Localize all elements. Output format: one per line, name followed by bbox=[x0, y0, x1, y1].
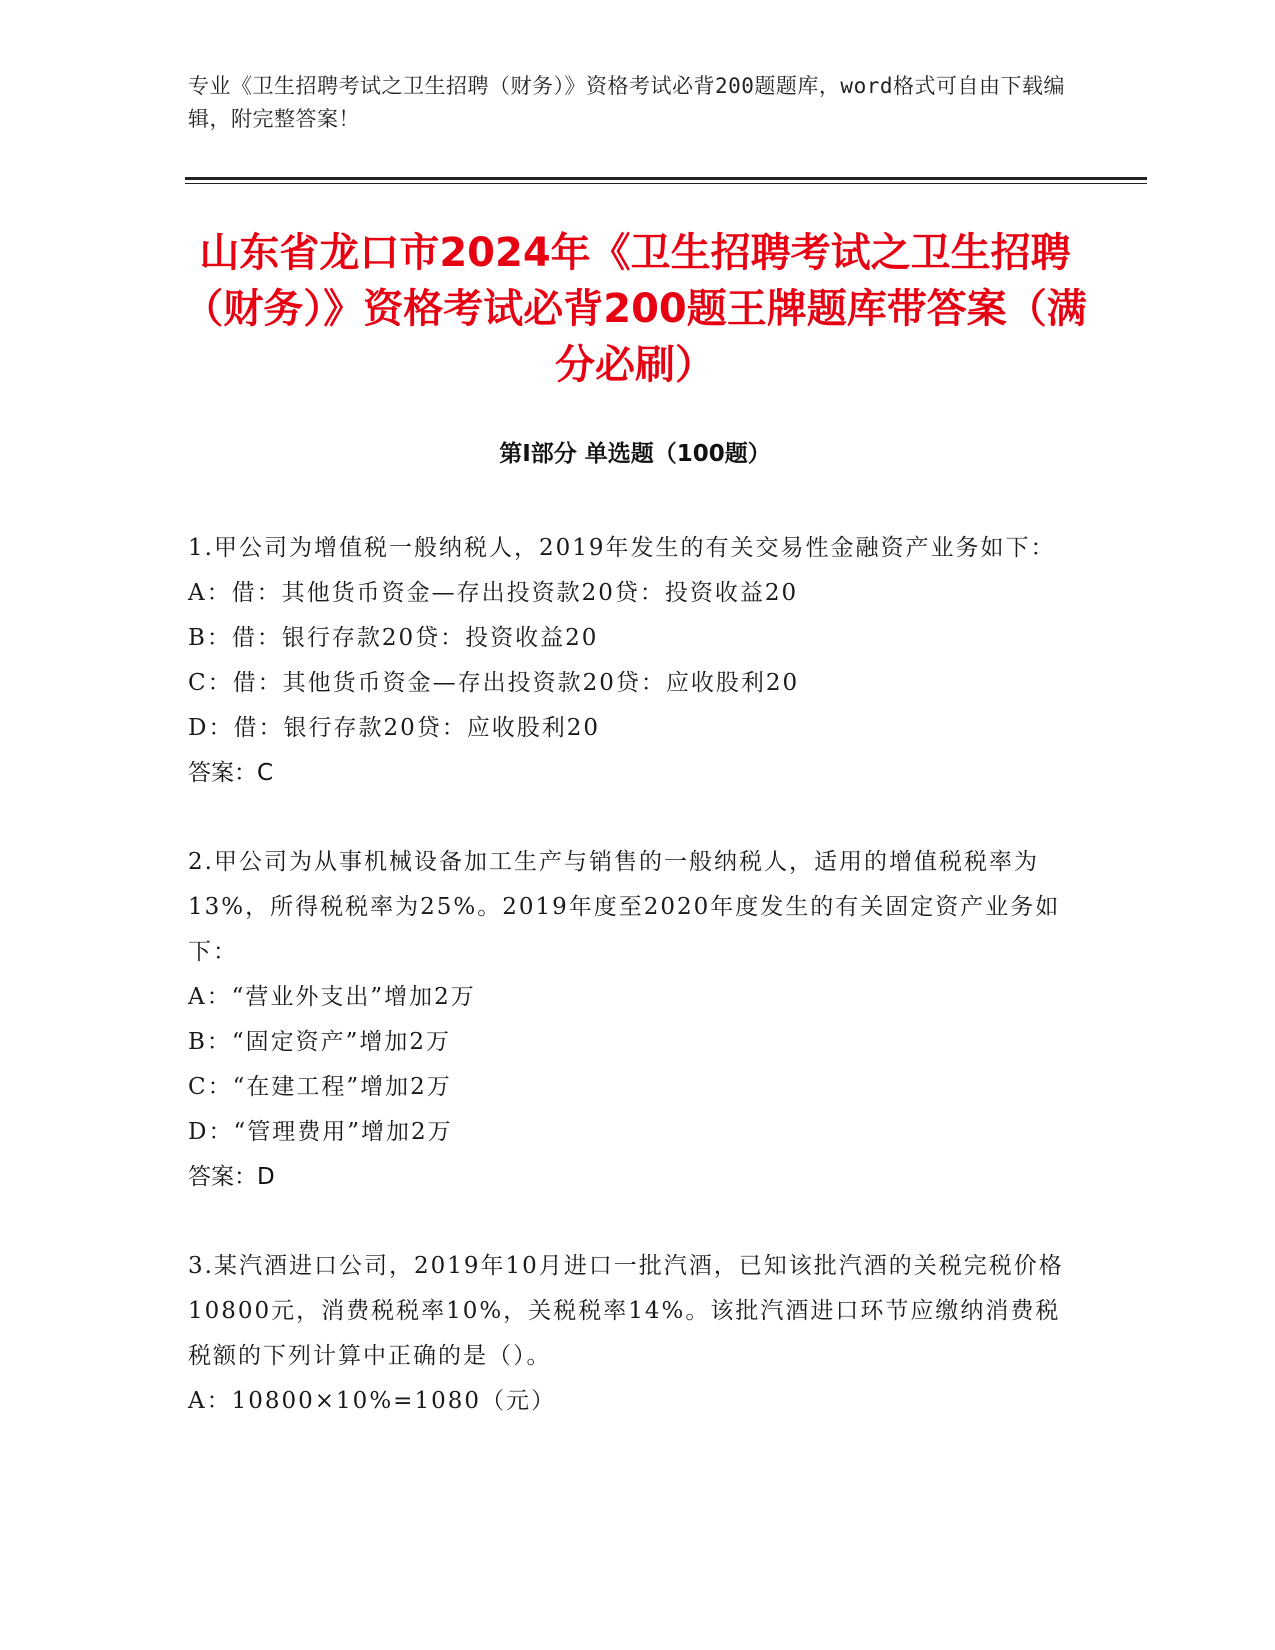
answer: 答案：C bbox=[188, 760, 274, 786]
question-stem: 2.甲公司为从事机械设备加工生产与销售的一般纳税人，适用的增值税税率为13%，所得税税率为25%。2019年度至2020年度发生的有关固定资产业务如下： bbox=[188, 849, 1061, 965]
header-divider-thin bbox=[185, 183, 1147, 184]
question-stem: 3.某汽酒进口公司，2019年10月进口一批汽酒，已知该批汽酒的关税完税价格10800元，消费税税率10%，关税税率14%。该批汽酒进口环节应缴纳消费税税额的下列计算中正确的是（）。 bbox=[188, 1253, 1064, 1369]
option-d: D：借：银行存款20贷：应收股利20 bbox=[188, 715, 600, 741]
option-a: A：借：其他货币资金—存出投资款20贷：投资收益20 bbox=[188, 580, 799, 606]
option-a: A：10800×10%=1080（元） bbox=[188, 1388, 556, 1414]
header-note: 专业《卫生招聘考试之卫生招聘（财务）》资格考试必背200题题库，word格式可自由下载编辑，附完整答案！ bbox=[188, 74, 1065, 131]
header-divider-thick bbox=[185, 177, 1147, 180]
section-heading: 第Ⅰ部分 单选题（100题） bbox=[499, 441, 771, 467]
question-1 bbox=[188, 526, 1068, 796]
option-c: C：借：其他货币资金—存出投资款20贷：应收股利20 bbox=[188, 670, 800, 696]
option-a: A：“营业外支出”增加2万 bbox=[188, 984, 476, 1010]
option-b: B：“固定资产”增加2万 bbox=[188, 1029, 452, 1055]
question-2 bbox=[188, 840, 1068, 1200]
option-d: D：“管理费用”增加2万 bbox=[188, 1119, 453, 1145]
answer: 答案：D bbox=[188, 1164, 275, 1190]
question-3 bbox=[188, 1244, 1068, 1424]
question-stem: 1.甲公司为增值税一般纳税人，2019年发生的有关交易性金融资产业务如下： bbox=[188, 535, 1056, 561]
question-list bbox=[188, 526, 1068, 1468]
document-title: 山东省龙口市2024年《卫生招聘考试之卫生招聘（财务）》资格考试必背200题王牌题库带答案（满分必刷） bbox=[183, 230, 1087, 388]
option-c: C：“在建工程”增加2万 bbox=[188, 1074, 452, 1100]
option-b: B：借：银行存款20贷：投资收益20 bbox=[188, 625, 599, 651]
